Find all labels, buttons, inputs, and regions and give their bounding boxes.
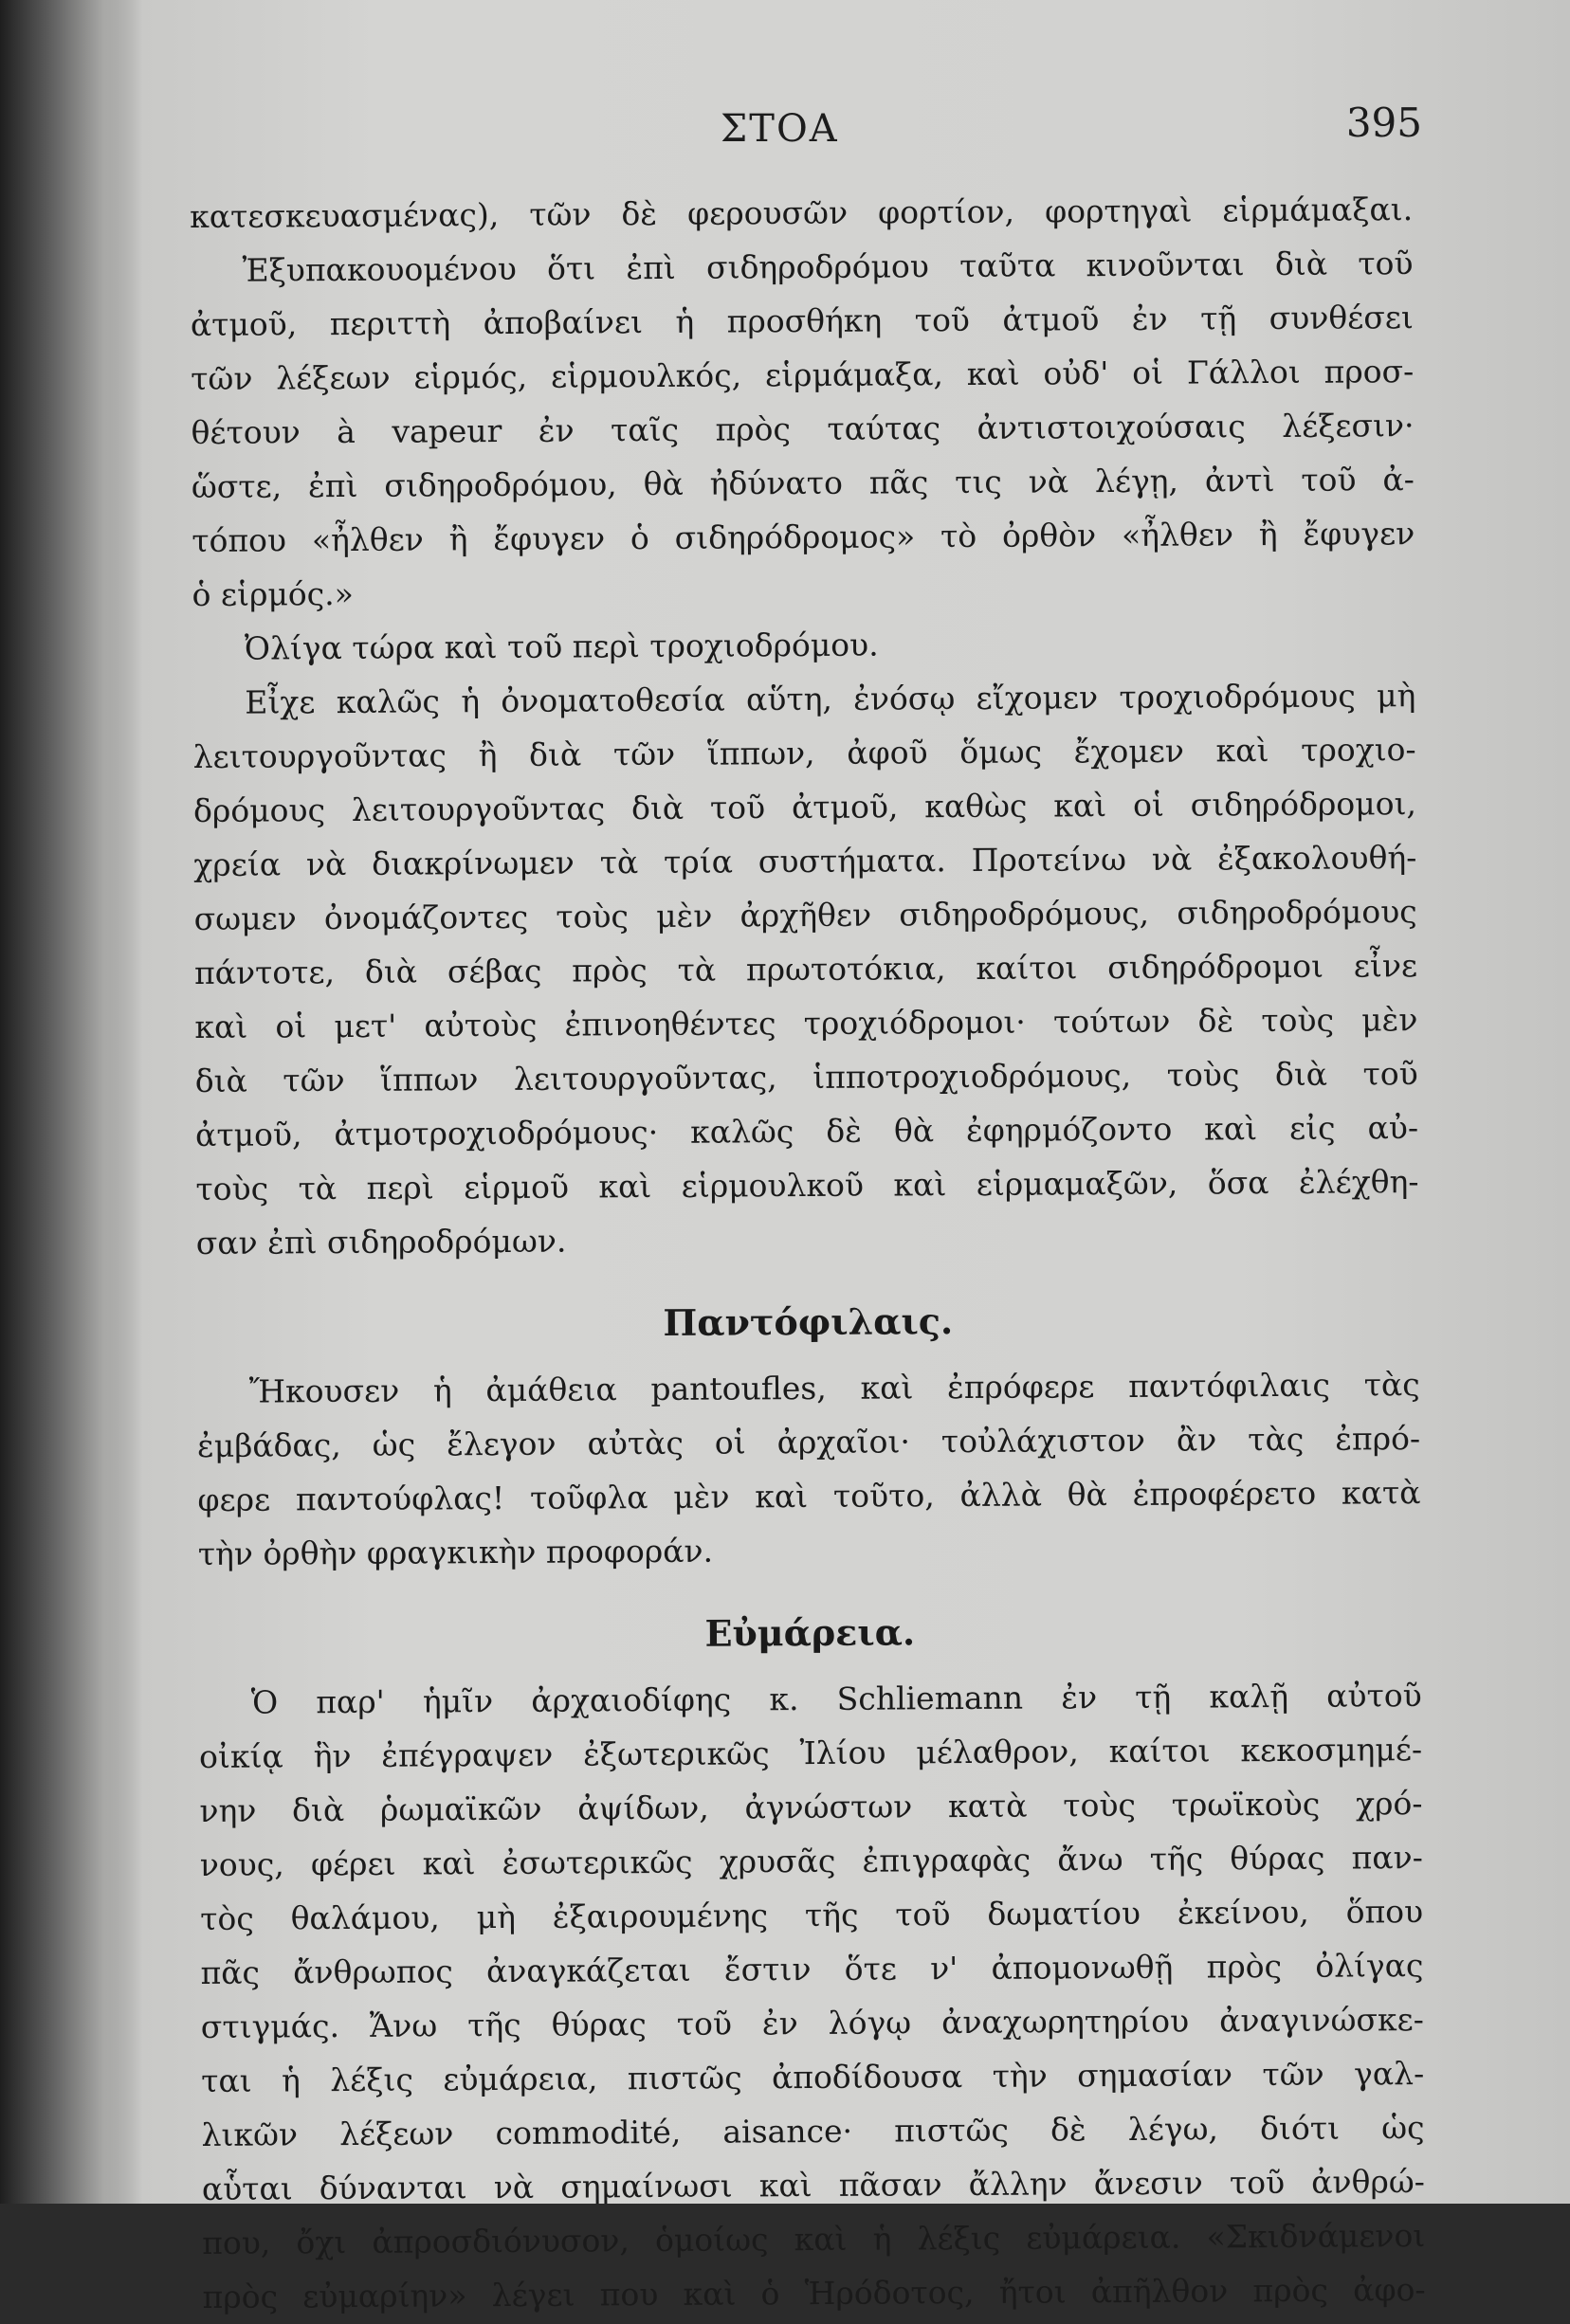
text-line: Ὁ παρ' ἡμῖν ἀρχαιοδίφης κ. Schliemann ἐν τῇ καλῇ αὐτοῦ [250,1677,1422,1721]
text-line: σωμεν ὀνομάζοντες τοὺς μὲν ἀρχῆθεν σιδηροδρόμους, σιδηροδρόμους [193,893,1417,937]
text-line: λικῶν λέξεων commodité, aisance· πιστῶς δὲ λέγω, διότι ὡς [201,2109,1425,2153]
text-line: ται ἡ λέξις εὐμάρεια, πιστῶς ἀποδίδουσα τὴν σημασίαν τῶν γαλ- [201,2055,1425,2099]
text-line: χρεία νὰ διακρίνωμεν τὰ τρία συστήματα. Προτείνω νὰ ἐξακολουθή- [193,839,1417,883]
text-line: τῶν λέξεων εἱρμός, εἱρμουλκός, εἱρμάμαξα, καὶ οὐδ' οἱ Γάλλοι προσ- [191,353,1415,397]
text-line: αὗται δύνανται νὰ σημαίνωσι καὶ πᾶσαν ἄλλην ἄνεσιν τοῦ ἀνθρώ- [201,2163,1425,2207]
text-line: πάντοτε, διὰ σέβας πρὸς τὰ πρωτοτόκια, καίτοι σιδηρόδρομοι εἶνε [193,947,1418,991]
text-line: ἐμβάδας, ὡς ἔλεγον αὐτὰς οἱ ἀρχαῖοι· τοὐλάχιστον ἂν τὰς ἐπρό- [196,1420,1421,1464]
text-line: διὰ τῶν ἵππων λειτουργοῦντας, ἱπποτροχιοδρόμους, τοὺς διὰ τοῦ [194,1055,1418,1099]
text-line: πᾶς ἄνθρωπος ἀναγκάζεται ἔστιν ὅτε ν' ἀπομονωθῇ πρὸς ὀλίγας [200,1947,1424,1991]
text-line: λειτουργοῦντας ἢ διὰ τῶν ἵππων, ἀφοῦ ὅμως ἔχομεν καὶ τροχιο- [192,731,1416,775]
text-line: που, ὄχι ἀπροσδιόνυσον, ὁμοίως καὶ ἡ λέξις εὐμάρεια. «Σκιδνάμενοι [202,2217,1426,2261]
body-text [190,182,1426,2324]
page-number: 395 [1345,100,1422,146]
text-line: Ὀλίγα τώρα καὶ τοῦ περὶ τροχιοδρόμου. [244,626,879,667]
text-line: νην διὰ ῥωμαϊκῶν ἀψίδων, ἀγνώστων κατὰ τοὺς τρωϊκοὺς χρό- [199,1785,1423,1829]
text-line: σαν ἐπὶ σιδηροδρόμων. [195,1222,567,1262]
text-line: τόπου «ἦλθεν ἢ ἔφυγεν ὁ σιδηρόδρομος» τὸ ὀρθὸν «ἦλθεν ἢ ἔφυγεν [192,515,1415,559]
text-line: ἀτμοῦ, περιττὴ ἀποβαίνει ἡ προσθήκη τοῦ ἀτμοῦ ἐν τῇ συνθέσει [190,299,1414,343]
text-line: Εἶχε καλῶς ἡ ὀνοματοθεσία αὕτη, ἐνόσῳ εἴχομεν τροχιοδρόμους μὴ [245,677,1416,721]
text-line: τὴν ὀρθὴν φραγκικὴν προφοράν. [197,1532,714,1572]
text-line: ἀτμοῦ, ἀτμοτροχιοδρόμους· καλῶς δὲ θὰ ἐφηρμόζοντο καὶ εἰς αὐ- [194,1109,1419,1153]
page-header [190,100,1422,166]
text-line: πρὸς εὐμαρίην» λέγει που καὶ ὁ Ἡρόδοτος, ἤτοι ἀπῆλθον πρὸς ἀφο- [202,2271,1426,2315]
text-line: θέτουν à vapeur ἐν ταῖς πρὸς ταύτας ἀντιστοιχούσαις λέξεσιν· [191,407,1415,451]
text-line: καὶ οἱ μετ' αὐτοὺς ἐπινοηθέντες τροχιόδρομοι· τούτων δὲ τοὺς μὲν [194,1001,1418,1045]
text-line: φερε παντούφλας! τοῦφλα μὲν καὶ τοῦτο, ἀλλὰ θὰ ἐπροφέρετο κατὰ [197,1474,1421,1518]
text-line: κατεσκευασμένας), τῶν δὲ φερουσῶν φορτίον, φορτηγαὶ εἱρμάμαξαι. [190,191,1414,235]
running-title: ΣΤΟΑ [721,107,839,151]
text-line: νους, φέρει καὶ ἐσωτερικῶς χρυσᾶς ἐπιγραφὰς ἄνω τῆς θύρας παν- [199,1839,1423,1883]
text-line: Ἤκουσεν ἡ ἀμάθεια pantoufles, καὶ ἐπρόφερε παντόφιλαις τὰς [248,1366,1420,1410]
text-line: ὥστε, ἐπὶ σιδηροδρόμου, θὰ ἠδύνατο πᾶς τις νὰ λέγῃ, ἀντὶ τοῦ ἀ- [191,461,1415,505]
text-line: τοὺς τὰ περὶ εἱρμοῦ καὶ εἱρμουλκοῦ καὶ εἱρμαμαξῶν, ὅσα ἐλέχθη- [195,1163,1419,1207]
section-heading: Εὐμάρεια. [704,1610,916,1655]
section-heading: Παντόφιλαις. [663,1299,954,1344]
text-line: ὁ εἱρμός.» [192,574,355,613]
text-line: δρόμους λειτουργοῦντας διὰ τοῦ ἀτμοῦ, καθὼς καὶ οἱ σιδηρόδρομοι, [192,785,1417,829]
text-line: Ἐξυπακουομένου ὅτι ἐπὶ σιδηροδρόμου ταῦτα κινοῦνται διὰ τοῦ [242,245,1414,289]
text-line: οἰκίᾳ ἣν ἐπέγραψεν ἐξωτερικῶς Ἰλίου μέλαθρον, καίτοι κεκοσμημέ- [198,1731,1423,1775]
text-line: τὸς θαλάμου, μὴ ἐξαιρουμένης τῆς τοῦ δωματίου ἐκείνου, ὅπου [200,1893,1424,1937]
text-line: στιγμάς. Ἄνω τῆς θύρας τοῦ ἐν λόγῳ ἀναχωρητηρίου ἀναγινώσκε- [200,2001,1424,2045]
book-gutter-shadow [0,0,142,2204]
